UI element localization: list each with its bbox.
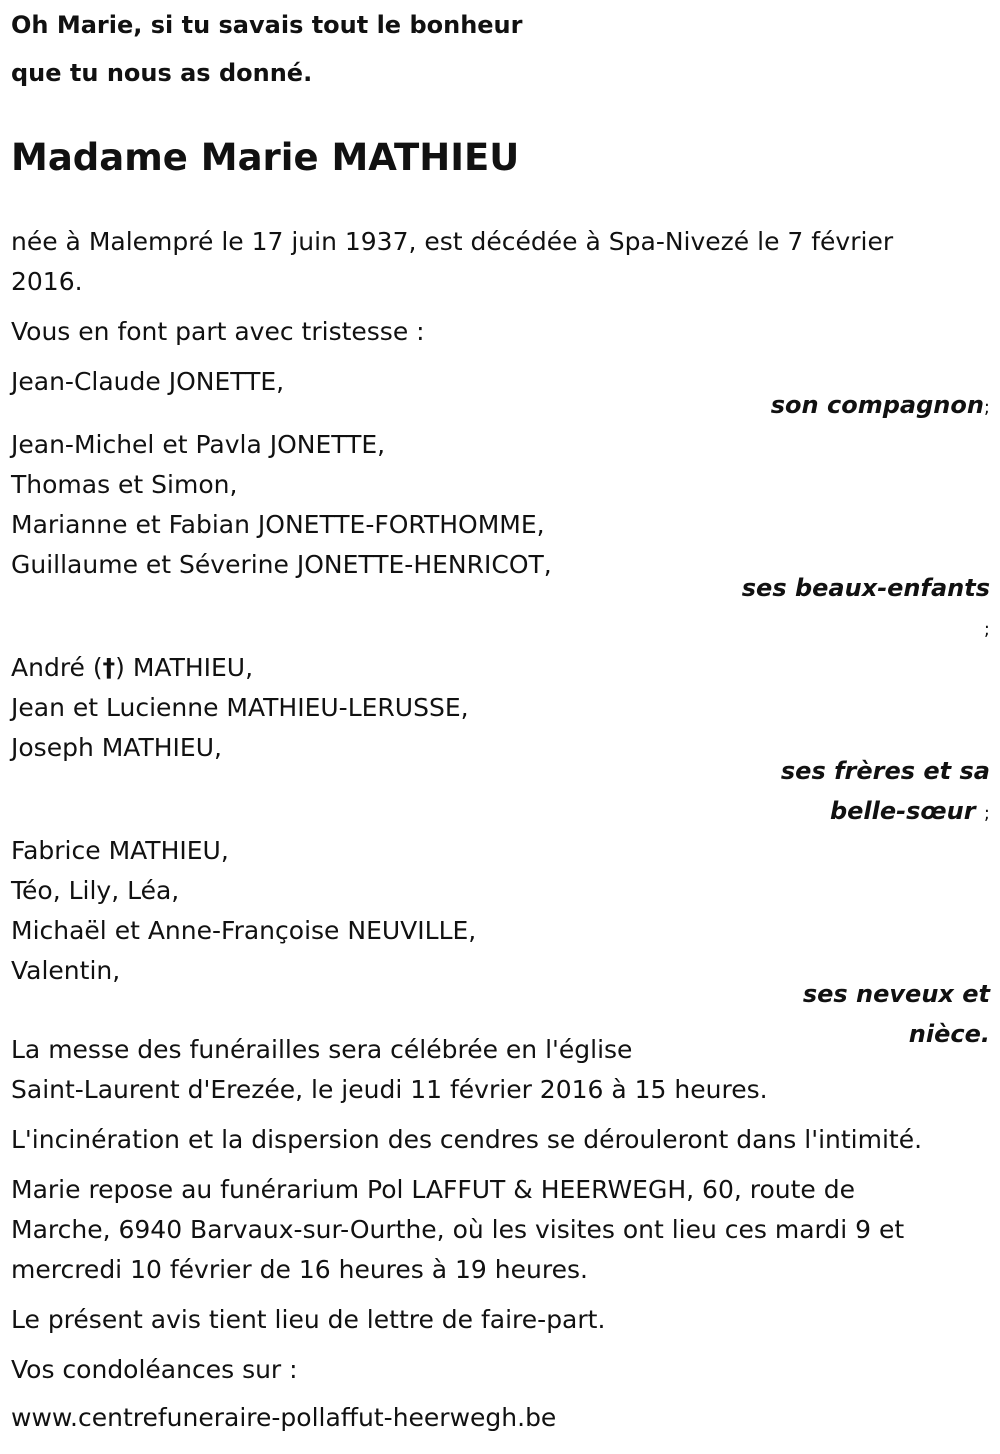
family-name: Jean-Claude JONETTE,: [11, 367, 285, 396]
family-name: Guillaume et Séverine JONETTE-HENRICOT,: [11, 550, 552, 579]
funeral-line-2: Saint-Laurent d'Erezée, le jeudi 11 février 2016 à 15 heures.: [11, 1075, 768, 1104]
relation-label: [830, 791, 990, 834]
family-name: Marianne et Fabian JONETTE-FORTHOMME,: [11, 510, 545, 539]
family-name: Thomas et Simon,: [11, 470, 238, 499]
notice-text: Le présent avis tient lieu de lettre de faire-part.: [11, 1305, 606, 1334]
family-name: Fabrice MATHIEU,: [11, 836, 229, 865]
family-name: Téo, Lily, Léa,: [11, 876, 180, 905]
birth-death-line-2: 2016.: [11, 267, 83, 296]
repose-line-2: Marche, 6940 Barvaux-sur-Ourthe, où les visites ont lieu ces mardi 9 et: [11, 1215, 905, 1244]
relation-label: ses beaux-enfants: [741, 574, 990, 602]
family-name: André (†) MATHIEU,: [11, 653, 254, 682]
intro-text: Vous en font part avec tristesse :: [11, 317, 425, 346]
repose-line-1: Marie repose au funérarium Pol LAFFUT & HEERWEGH, 60, route de: [11, 1175, 855, 1204]
relation-punct: ;: [983, 397, 990, 418]
relation-text: son compagnon: [770, 391, 984, 419]
relation-label: nièce.: [908, 1020, 990, 1048]
family-name: Valentin,: [11, 956, 121, 985]
relation-label: ses frères et sa: [780, 757, 990, 785]
family-name: Michaël et Anne-Françoise NEUVILLE,: [11, 916, 477, 945]
page-title: Madame Marie MATHIEU: [11, 136, 520, 179]
relation-label: ses neveux et: [802, 980, 990, 1008]
family-name: Joseph MATHIEU,: [11, 733, 222, 762]
epitaph-line-1: Oh Marie, si tu savais tout le bonheur: [11, 11, 523, 39]
relation-label: [771, 385, 990, 428]
repose-line-3: mercredi 10 février de 16 heures à 19 heures.: [11, 1255, 588, 1284]
relation-text: belle-sœur: [829, 797, 976, 825]
funeral-line-1: La messe des funérailles sera célébrée en l'église: [11, 1035, 633, 1064]
relation-punct: ;: [983, 619, 990, 640]
birth-death-line-1: née à Malempré le 17 juin 1937, est décédée à Spa-Nivezé le 7 février: [11, 227, 894, 256]
cross-icon: †: [102, 653, 116, 682]
condolences-link[interactable]: www.centrefuneraire-pollaffut-heerwegh.be: [11, 1403, 557, 1432]
family-name: Jean et Lucienne MATHIEU-LERUSSE,: [11, 693, 469, 722]
cremation-text: L'incinération et la dispersion des cendres se dérouleront dans l'intimité.: [11, 1125, 923, 1154]
epitaph-line-2: que tu nous as donné.: [11, 59, 313, 87]
relation-punct: ;: [983, 803, 990, 824]
condolences-label: Vos condoléances sur :: [11, 1355, 298, 1384]
family-name: Jean-Michel et Pavla JONETTE,: [11, 430, 386, 459]
